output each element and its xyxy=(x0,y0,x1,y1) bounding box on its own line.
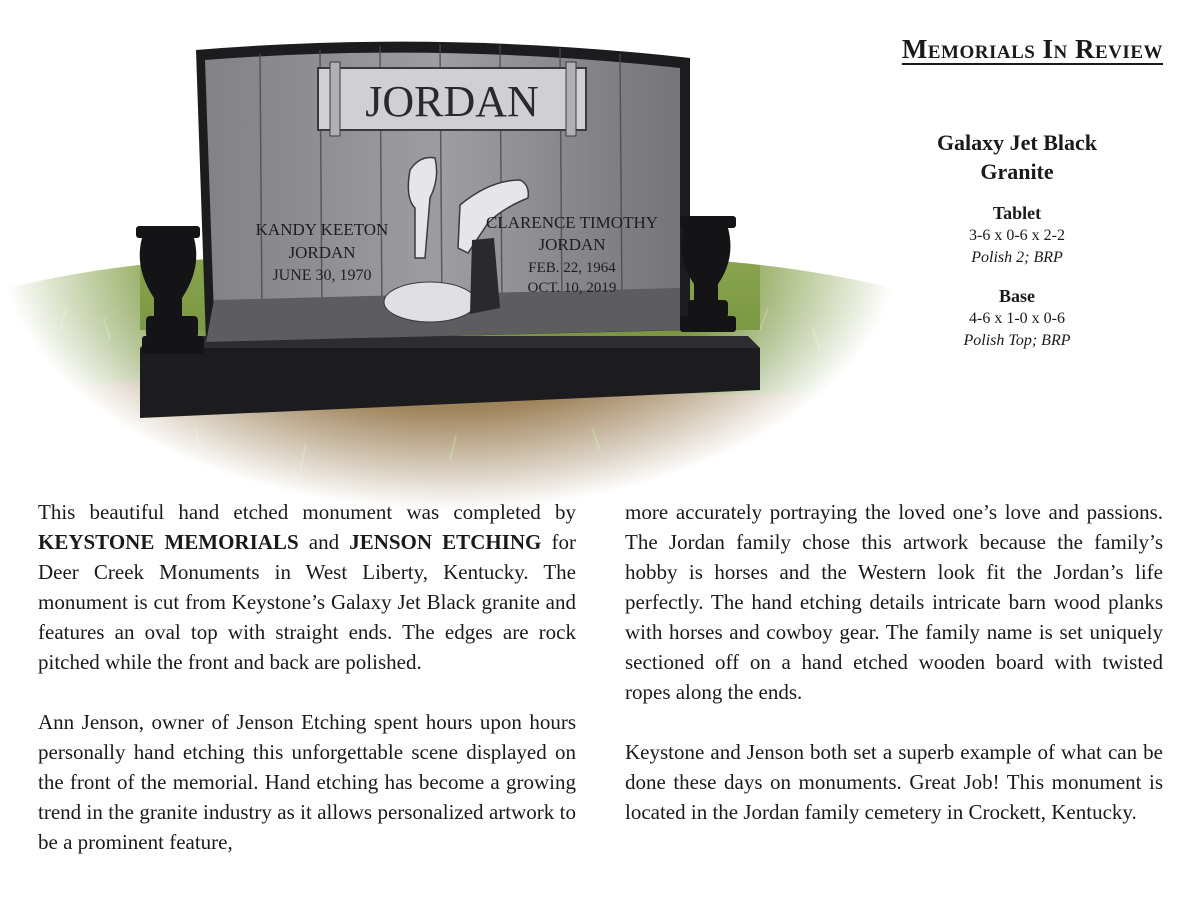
tablet-label: Tablet xyxy=(992,203,1042,223)
base-specs xyxy=(900,285,1134,352)
right-birth: FEB. 22, 1964 xyxy=(528,260,616,276)
base-label: Base xyxy=(999,286,1035,306)
article-left-column xyxy=(38,497,576,887)
cowboy-hat xyxy=(384,282,476,322)
article-paragraph-4: Keystone and Jenson both set a superb example of what can be done these days on monuments. Great Job! This monument is located in the Jordan family cemetery in Crockett, Kentucky. xyxy=(625,740,1163,824)
right-surname: JORDAN xyxy=(538,235,606,254)
article-paragraph-1: This beautiful hand etched monument was completed by KEYSTONE MEMORIALS and JENSON ETCHING for Deer Creek Monuments in West Liberty, Kentucky. The monument is cut from Keystone’s Galaxy Jet Black granite and features an oval top with straight ends. The edges are rock pitched while the front and back are polished. xyxy=(38,500,576,674)
article-right-column xyxy=(625,497,1163,857)
article-paragraph-2: Ann Jenson, owner of Jenson Etching spent hours upon hours personally hand etching this unforgettable scene displayed on the front of the memorial. Hand etching has become a growing trend in the granite industry as it allows personalized artwork to be a prominent feature, xyxy=(38,710,576,854)
base-finish: Polish Top; BRP xyxy=(963,332,1071,349)
base-dimensions: 4-6 x 1-0 x 0-6 xyxy=(969,310,1065,327)
left-surname: JORDAN xyxy=(288,243,356,262)
tablet-dimensions: 3-6 x 0-6 x 2-2 xyxy=(969,227,1065,244)
specs-panel xyxy=(900,128,1134,352)
monument-photo xyxy=(0,30,900,510)
page-title: Memorials In Review xyxy=(901,34,1163,64)
tablet-finish: Polish 2; BRP xyxy=(971,249,1063,266)
left-name: KANDY KEETON xyxy=(255,220,389,239)
material-name: Galaxy Jet Black Granite xyxy=(936,130,1098,184)
article-paragraph-3: more accurately portraying the loved one’s love and passions. The Jordan family chose this artwork because the family’s hobby is horses and the Western look fit the Jordan’s life perfectly. The hand etching details intricate barn wood planks with horses and cowboy gear. The family name is set uniquely sectioned off on a hand etched wooden board with twisted ropes along the ends. xyxy=(625,500,1163,704)
right-name: CLARENCE TIMOTHY xyxy=(485,213,659,232)
company-keystone: KEYSTONE MEMORIALS xyxy=(38,530,299,554)
family-name: JORDAN xyxy=(365,77,539,126)
left-date: JUNE 30, 1970 xyxy=(272,267,372,284)
right-death: OCT. 10, 2019 xyxy=(527,280,617,296)
tablet-specs xyxy=(900,202,1134,269)
company-jenson: JENSON ETCHING xyxy=(349,530,542,554)
